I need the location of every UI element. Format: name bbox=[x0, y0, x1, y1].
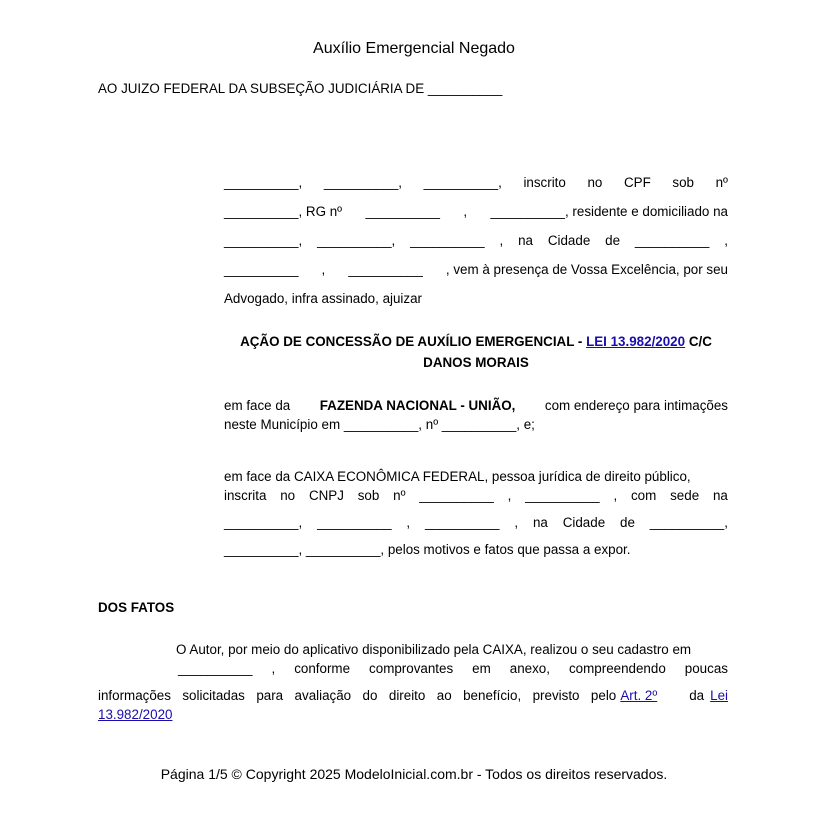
text-fragment: __________ bbox=[178, 661, 253, 676]
page-footer: Página 1/5 © Copyright 2025 ModeloInicial.com.br - Todos os direitos reservados. bbox=[160, 766, 668, 782]
text-fragment: sob bbox=[672, 175, 694, 190]
facts-line-2 bbox=[178, 661, 728, 676]
text-fragment: informações bbox=[98, 688, 171, 703]
text-fragment: anexo, bbox=[509, 661, 550, 676]
text-fragment: , bbox=[499, 233, 504, 248]
text-fragment: solicitadas bbox=[182, 688, 245, 703]
text-fragment: __________ bbox=[224, 262, 299, 277]
text-fragment: __________ bbox=[634, 233, 710, 248]
text-fragment: sede bbox=[670, 488, 700, 503]
text-fragment: __________ bbox=[525, 488, 600, 503]
text-fragment: __________ bbox=[365, 204, 440, 219]
defendant-2 bbox=[224, 469, 728, 557]
text-fragment: nº bbox=[393, 488, 406, 503]
text-fragment: sob bbox=[357, 488, 380, 503]
action-title-line2: DANOS MORAIS bbox=[423, 355, 529, 370]
defendant-1-name: FAZENDA NACIONAL - UNIÃO, bbox=[319, 398, 516, 413]
text-fragment: , bbox=[507, 488, 512, 503]
text-fragment: de bbox=[605, 233, 621, 248]
text-fragment: , bbox=[406, 515, 411, 530]
qualification-line-5: Advogado, infra assinado, ajuizar bbox=[224, 291, 423, 306]
text-fragment: __________ bbox=[419, 488, 494, 503]
law-link[interactable]: LEI 13.982/2020 bbox=[586, 334, 686, 349]
text-fragment: com bbox=[630, 488, 657, 503]
text-fragment: __________ bbox=[425, 515, 500, 530]
defendant-1 bbox=[224, 398, 728, 432]
text-fragment: de bbox=[620, 515, 635, 530]
text-fragment: benefício, bbox=[463, 688, 522, 703]
defendant-1-line2: neste Município em __________, nº __________, e; bbox=[224, 417, 535, 432]
text-fragment: , bbox=[724, 233, 728, 248]
text-fragment: __________, bbox=[423, 175, 502, 190]
action-title-suffix: C/C bbox=[688, 334, 712, 349]
text-fragment: , bbox=[321, 262, 326, 277]
facts-line-1: O Autor, por meio do aplicativo disponibilizado pela CAIXA, realizou o seu cadastro em bbox=[176, 642, 692, 657]
text-fragment: no bbox=[280, 488, 296, 503]
text-fragment: __________, bbox=[649, 515, 728, 530]
text-fragment: do bbox=[362, 688, 378, 703]
text-fragment: poucas bbox=[684, 661, 728, 676]
text-fragment: inscrito bbox=[523, 175, 566, 190]
facts-da: da bbox=[689, 688, 705, 703]
text-fragment: __________ bbox=[410, 233, 485, 248]
qualification-line-3 bbox=[224, 233, 728, 248]
defendant-2-line4: __________, __________, pelos motivos e fatos que passa a expor. bbox=[224, 542, 631, 557]
text-fragment: CNPJ bbox=[308, 488, 344, 503]
art-link[interactable]: Art. 2º bbox=[620, 688, 658, 703]
text-fragment: CPF bbox=[623, 175, 651, 190]
addressee-line: AO JUIZO FEDERAL DA SUBSEÇÃO JUDICIÁRIA DE __________ bbox=[98, 81, 503, 96]
text-fragment: direito bbox=[388, 688, 426, 703]
text-fragment: __________, bbox=[323, 175, 403, 190]
text-fragment: inscrita bbox=[224, 488, 267, 503]
text-fragment: comprovantes bbox=[369, 661, 454, 676]
text-fragment: Cidade bbox=[562, 515, 606, 530]
facts-paragraph bbox=[98, 642, 728, 722]
text-fragment: __________ bbox=[348, 262, 423, 277]
text-fragment: __________, bbox=[317, 233, 396, 248]
text-fragment: , vem à presença de Vossa Excelência, por seu bbox=[445, 262, 728, 277]
text-fragment: avaliação bbox=[294, 688, 352, 703]
text-fragment: __________, bbox=[224, 175, 303, 190]
text-fragment: __________, residente e domiciliado na bbox=[490, 204, 728, 219]
text-fragment: no bbox=[587, 175, 603, 190]
qualification-line-2 bbox=[224, 204, 728, 219]
text-fragment: __________, bbox=[224, 515, 303, 530]
text-fragment: na bbox=[518, 233, 533, 248]
text-fragment: ao bbox=[436, 688, 452, 703]
text-fragment: nº bbox=[715, 175, 728, 190]
text-fragment: , bbox=[271, 661, 276, 676]
facts-line-3 bbox=[98, 688, 728, 703]
defendant-1-post: com endereço para intimações bbox=[544, 398, 728, 413]
section-heading-facts: DOS FATOS bbox=[98, 600, 175, 615]
text-fragment: para bbox=[256, 688, 284, 703]
text-fragment: na bbox=[712, 488, 728, 503]
text-fragment: pelo bbox=[590, 688, 617, 703]
text-fragment: na bbox=[532, 515, 548, 530]
text-fragment: , bbox=[613, 488, 618, 503]
text-fragment: __________, bbox=[224, 233, 303, 248]
text-fragment: conforme bbox=[294, 661, 351, 676]
qualification-line-4 bbox=[224, 262, 728, 277]
defendant-2-line3 bbox=[224, 515, 728, 530]
defendant-1-pre: em face da bbox=[224, 398, 291, 413]
text-fragment: compreendendo bbox=[568, 661, 666, 676]
qualification-line-1 bbox=[224, 175, 728, 190]
lei-link-b[interactable]: 13.982/2020 bbox=[98, 707, 173, 722]
text-fragment: Cidade bbox=[547, 233, 591, 248]
action-title-prefix: AÇÃO DE CONCESSÃO DE AUXÍLIO EMERGENCIAL - bbox=[240, 334, 583, 349]
text-fragment: em bbox=[472, 661, 491, 676]
text-fragment: , bbox=[463, 204, 468, 219]
text-fragment: __________, RG nº bbox=[224, 204, 343, 219]
document-title: Auxílio Emergencial Negado bbox=[313, 40, 515, 57]
defendant-2-line1: em face da CAIXA ECONÔMICA FEDERAL, pessoa jurídica de direito público, bbox=[224, 469, 691, 484]
text-fragment: , bbox=[514, 515, 519, 530]
text-fragment: previsto bbox=[532, 688, 580, 703]
text-fragment: __________ bbox=[317, 515, 392, 530]
lei-link-a[interactable]: Lei bbox=[710, 688, 728, 703]
action-title bbox=[224, 334, 728, 370]
defendant-2-line2 bbox=[224, 488, 728, 503]
